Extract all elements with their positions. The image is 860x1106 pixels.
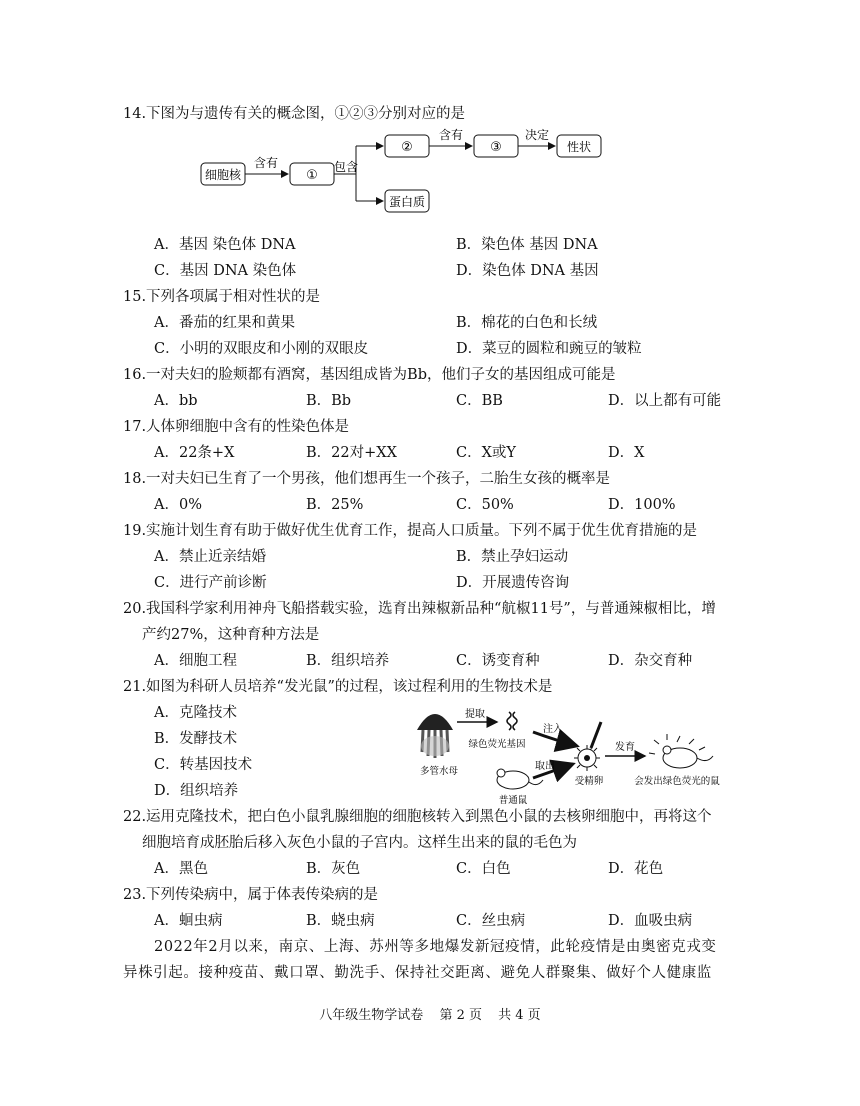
q22-option-d: D．花色 — [608, 861, 664, 877]
mouse-icon — [497, 769, 543, 789]
q22-option-c: C．白色 — [456, 861, 511, 877]
edge-decide: 决定 — [524, 128, 550, 142]
q22-stem-line1: 22.运用克隆技术，把白色小鼠乳腺细胞的细胞核转入到黑色小鼠的去核卵细胞中，再将这个 — [123, 809, 712, 825]
q20-option-c: C．诱变育种 — [456, 653, 540, 669]
q18-option-d: D．100% — [608, 497, 676, 513]
footer-total: 共 4 页 — [498, 1008, 541, 1023]
page-footer — [0, 1004, 860, 1023]
node-2-label: ② — [401, 140, 413, 155]
passage-line1: 2022年2月以来，南京、上海、苏州等多地爆发新冠疫情，此轮疫情是由奥密克戎变 — [154, 939, 717, 955]
q18-option-b: B．25% — [306, 497, 364, 513]
glowing-mouse-icon — [649, 734, 713, 768]
q22-option-a: A．黑色 — [154, 861, 208, 877]
label-glow-mouse: 会发出绿色荧光的鼠 — [634, 776, 720, 787]
q19-option-b: B．禁止孕妇运动 — [456, 549, 569, 565]
q19-stem: 19.实施计划生育有助于做好优生优育工作，提高人口质量。下列不属于优生优育措施的是 — [123, 523, 698, 539]
q19-option-a: A．禁止近亲结婚 — [154, 549, 266, 565]
q20-option-d: D．杂交育种 — [608, 653, 693, 669]
q21-option-c: C．转基因技术 — [154, 757, 253, 773]
label-gene: 绿色荧光基因 — [468, 739, 526, 750]
q23-option-a: A．蛔虫病 — [154, 913, 223, 929]
q18-stem: 18.一对夫妇已生育了一个男孩，他们想再生一个孩子，二胎生女孩的概率是 — [123, 471, 611, 487]
q17-option-c: C．X或Y — [456, 445, 516, 461]
label-extract: 提取 — [465, 709, 485, 720]
q15-option-c: C．小明的双眼皮和小刚的双眼皮 — [154, 341, 369, 357]
q20-option-a: A．细胞工程 — [154, 653, 237, 669]
q14-concept-diagram — [196, 128, 626, 220]
q22-option-b: B．灰色 — [306, 861, 361, 877]
q21-option-a: A．克隆技术 — [154, 705, 237, 721]
q15-option-a: A．番茄的红果和黄果 — [154, 315, 295, 331]
q17-option-a: A．22条+X — [154, 445, 235, 461]
edge-contain1: 含有 — [253, 156, 279, 170]
q21-option-b: B．发酵技术 — [154, 731, 238, 747]
label-egg: 受精卵 — [574, 776, 604, 787]
footer-page: 第 2 页 — [439, 1008, 482, 1023]
q18-option-a: A．0% — [154, 497, 202, 513]
q16-option-a: A．bb — [154, 393, 198, 409]
footer-title: 八年级生物学试卷 — [319, 1008, 424, 1023]
edge-contain2: 含有 — [438, 128, 464, 142]
q17-stem: 17.人体卵细胞中含有的性染色体是 — [123, 419, 350, 435]
q22-stem-line2: 细胞培育成胚胎后移入灰色小鼠的子宫内。这样生出来的鼠的毛色为 — [142, 835, 577, 851]
q23-option-c: C．丝虫病 — [456, 913, 526, 929]
q14-option-b: B．染色体 基因 DNA — [456, 237, 598, 253]
q23-stem: 23.下列传染病中，属于体表传染病的是 — [123, 887, 379, 903]
q14-option-a: A．基因 染色体 DNA — [154, 237, 296, 253]
q23-option-b: B．蛲虫病 — [306, 913, 375, 929]
q14-option-d: D．染色体 DNA 基因 — [456, 263, 599, 279]
label-develop: 发育 — [615, 742, 635, 753]
edge-include: 包含 — [333, 160, 359, 174]
q16-option-c: C．BB — [456, 393, 503, 409]
q21-glow-mouse-figure — [405, 700, 740, 808]
gene-icon — [507, 712, 517, 730]
q20-stem-line2: 产约27%，这种育种方法是 — [142, 627, 320, 643]
q19-option-c: C．进行产前诊断 — [154, 575, 267, 591]
q17-option-b: B．22对+XX — [306, 445, 397, 461]
label-inject: 注入 — [543, 724, 563, 735]
jellyfish-icon — [417, 714, 453, 758]
label-take-out: 取出 — [535, 761, 555, 772]
label-mouse: 普通鼠 — [498, 795, 528, 806]
q15-option-b: B．棉花的白色和长绒 — [456, 315, 598, 331]
q15-option-d: D．菜豆的圆粒和豌豆的皱粒 — [456, 341, 642, 357]
q16-option-d: D．以上都有可能 — [608, 393, 722, 409]
egg-cell-icon — [574, 745, 600, 771]
q21-stem: 21.如图为科研人员培养“发光鼠”的过程，该过程利用的生物技术是 — [123, 679, 553, 695]
passage-line2: 异株引起。接种疫苗、戴口罩、勤洗手、保持社交距离、避免人群聚集、做好个人健康监 — [123, 965, 712, 981]
q18-option-c: C．50% — [456, 497, 514, 513]
node-3-label: ③ — [490, 140, 502, 155]
q21-option-d: D．组织培养 — [154, 783, 239, 799]
node-protein-label: 蛋白质 — [388, 195, 426, 209]
q20-option-b: B．组织培养 — [306, 653, 390, 669]
q14-stem: 14.下图为与遗传有关的概念图，①②③分别对应的是 — [123, 106, 466, 122]
node-trait-label: 性状 — [566, 140, 592, 154]
q20-stem-line1: 20.我国科学家利用神舟飞船搭载实验，选育出辣椒新品种“航椒11号”，与普通辣椒相比，增 — [123, 601, 716, 617]
syringe-icon — [589, 722, 601, 754]
q23-option-d: D．血吸虫病 — [608, 913, 693, 929]
q16-option-b: B．Bb — [306, 393, 352, 409]
label-jellyfish: 多管水母 — [419, 766, 459, 777]
q15-stem: 15.下列各项属于相对性状的是 — [123, 289, 321, 305]
q14-option-c: C．基因 DNA 染色体 — [154, 263, 297, 279]
q17-option-d: D．X — [608, 445, 645, 461]
q16-stem: 16.一对夫妇的脸颊都有酒窝，基因组成皆为Bb，他们子女的基因组成可能是 — [123, 367, 616, 383]
node-nucleus-label: 细胞核 — [204, 168, 242, 182]
node-1-label: ① — [306, 168, 318, 183]
q19-option-d: D．开展遗传咨询 — [456, 575, 570, 591]
